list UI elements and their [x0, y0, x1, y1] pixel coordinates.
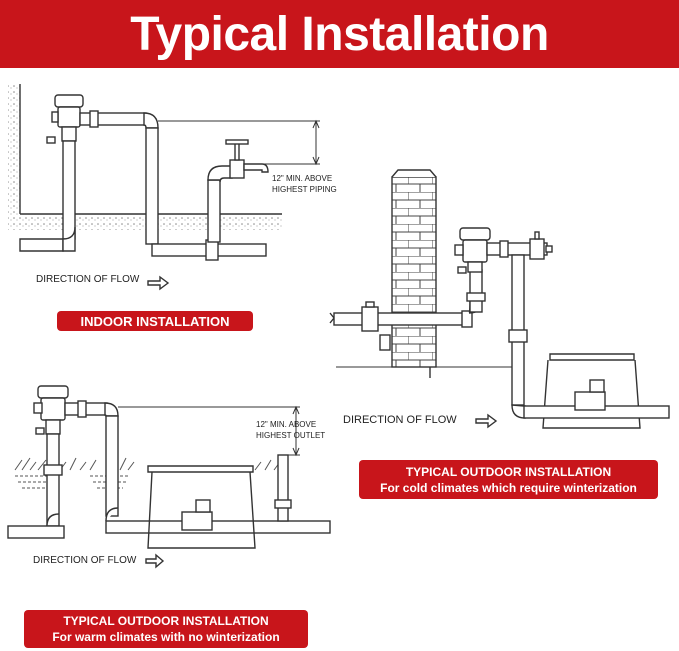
- brick-column: [392, 177, 436, 367]
- warm-note-line-2: HIGHEST OUTLET: [256, 431, 326, 440]
- indoor-installation-label: INDOOR INSTALLATION: [80, 313, 230, 329]
- valve-box-lid: [550, 354, 634, 360]
- outdoor-warm-subtitle: For warm climates with no winterization: [52, 630, 280, 644]
- wall: [8, 84, 20, 214]
- vacuum-breaker-indoor: [47, 95, 83, 143]
- outdoor-cold-title: TYPICAL OUTDOOR INSTALLATION: [405, 464, 612, 479]
- flow-arrow-cold: [476, 415, 496, 427]
- outdoor-warm-diagram: [8, 386, 330, 567]
- cold-flow-label: DIRECTION OF FLOW: [343, 414, 457, 426]
- warm-min-height-note: [256, 419, 325, 441]
- warm-note-line-1: 12" MIN. ABOVE: [256, 420, 317, 429]
- floor: [8, 214, 282, 230]
- outdoor-warm-badge: [24, 610, 308, 648]
- outdoor-warm-title: TYPICAL OUTDOOR INSTALLATION: [63, 614, 269, 628]
- indoor-note-line-2: HIGHEST PIPING: [272, 185, 337, 194]
- outdoor-cold-badge: [359, 460, 658, 499]
- flow-arrow-indoor: [148, 277, 168, 289]
- outdoor-cold-subtitle: For cold climates which require winterization: [380, 480, 637, 495]
- warm-flow-label: DIRECTION OF FLOW: [33, 555, 137, 566]
- page-title: Typical Installation: [130, 7, 549, 61]
- flow-arrow-warm: [146, 555, 163, 567]
- valve-outdoor-warm: [182, 512, 212, 530]
- outdoor-cold-diagram: [330, 170, 669, 428]
- valve-box-lid-warm: [148, 466, 253, 472]
- valve-outdoor-cold: [575, 392, 605, 410]
- vacuum-breaker-outdoor-warm: [34, 386, 68, 434]
- page-header: [0, 0, 679, 68]
- indoor-installation-badge: [57, 311, 253, 331]
- indoor-min-height-note: [272, 173, 337, 195]
- indoor-flow-label: DIRECTION OF FLOW: [36, 274, 140, 285]
- indoor-note-line-1: 12" MIN. ABOVE: [272, 174, 333, 183]
- vacuum-breaker-outdoor-cold: [455, 228, 490, 273]
